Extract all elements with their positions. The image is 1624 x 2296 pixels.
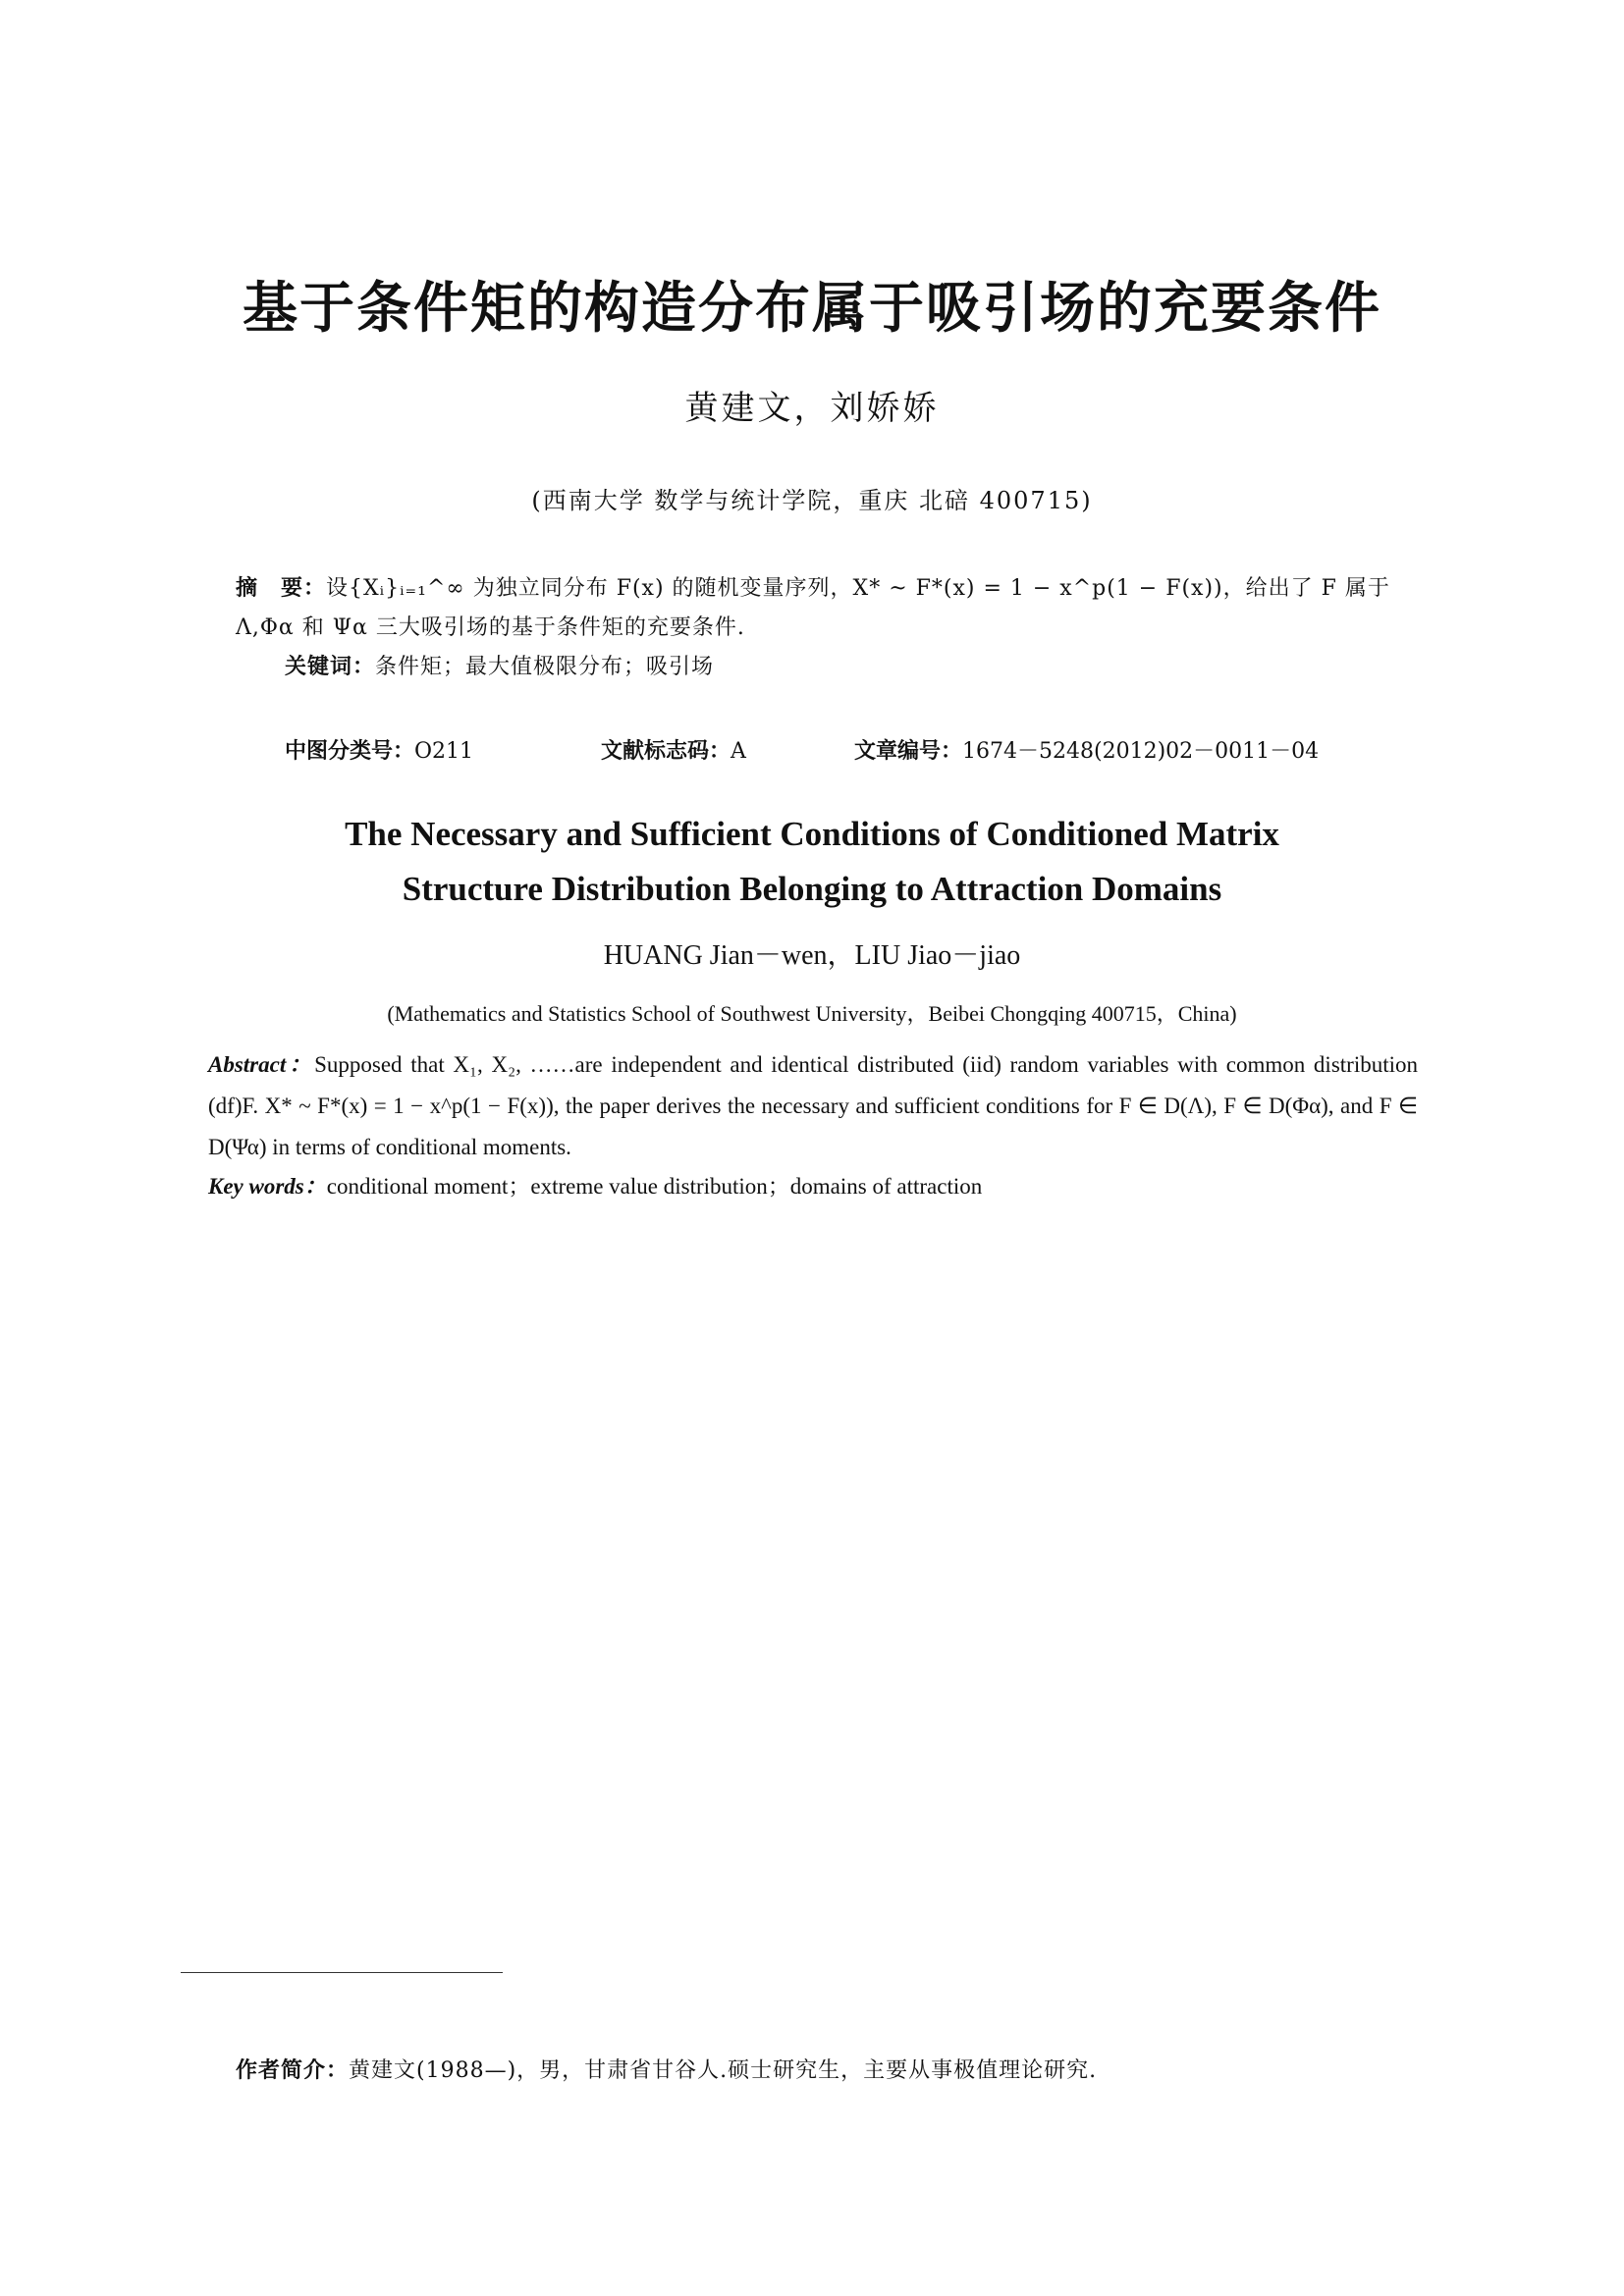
title-en-line2: Structure Distribution Belonging to Attraction Domains [402, 870, 1222, 908]
keywords-en [208, 1168, 982, 1201]
doc-code-value: A [731, 739, 746, 764]
abstract-en [208, 1044, 1418, 1168]
keywords-zh-text: 条件矩；最大值极限分布；吸引场 [375, 655, 715, 679]
footnote-label: 作者简介： [236, 2058, 350, 2083]
keywords-zh-label: 关键词： [285, 655, 376, 679]
title-en-line1: The Necessary and Sufficient Conditions of Conditioned Matrix [345, 815, 1279, 853]
clc-number [285, 734, 473, 765]
authors-en: HUANG Jian－wen，LIU Jiao－jiao [603, 940, 1021, 971]
abstract-en-text: Supposed that X₁, X₂, ……are independent and identical distributed (iid) random variables with common distribution (df)F. X* ~ F*(x) = 1 − x^p(1 − F(x)), the paper derives the necessary and sufficient conditions for F ∈ D(Λ), F ∈ D(Φα), and F ∈ D(Ψα) in terms of conditional moments. [208, 1052, 1418, 1159]
footnote-text: 黄建文(1988—)，男，甘肃省甘谷人.硕士研究生，主要从事极值理论研究. [349, 2058, 1098, 2083]
affiliation-en: (Mathematics and Statistics School of Southwest University，Beibei Chongqing 400715，China) [387, 1001, 1237, 1026]
clc-value: O211 [414, 739, 474, 764]
keywords-en-label: Key words： [208, 1174, 327, 1199]
keywords-zh [285, 650, 714, 680]
abstract-en-label: Abstract： [208, 1052, 315, 1077]
keywords-en-text: conditional moment；extreme value distribution；domains of attraction [326, 1174, 983, 1199]
abstract-zh-line2: Λ,Φα 和 Ψα 三大吸引场的基于条件矩的充要条件. [236, 615, 745, 640]
footnote-rule [181, 1972, 503, 1973]
clc-label: 中图分类号： [285, 739, 415, 764]
article-number-value: 1674－5248(2012)02－0011－04 [962, 739, 1320, 764]
doc-code-label: 文献标志码： [601, 739, 731, 764]
abstract-zh [236, 569, 1394, 648]
article-number [854, 734, 1319, 765]
document-code [601, 734, 746, 765]
title-en [0, 807, 1624, 917]
abstract-zh-label: 摘 要： [236, 576, 327, 601]
authors-zh: 黄建文，刘娇娇 [684, 389, 940, 428]
author-footnote [236, 2054, 1097, 2084]
title-zh: 基于条件矩的构造分布属于吸引场的充要条件 [243, 277, 1381, 341]
abstract-zh-line1 [236, 569, 1394, 609]
abstract-zh-text-1: 设{Xᵢ}ᵢ₌₁^∞ 为独立同分布 F(x) 的随机变量序列，X* ~ F*(x) = 1 − x^p(1 − F(x))，给出了 F 属于 [326, 576, 1390, 601]
affiliation-zh: (西南大学 数学与统计学院，重庆 北碚 400715) [531, 487, 1093, 514]
article-number-label: 文章编号： [854, 739, 963, 764]
